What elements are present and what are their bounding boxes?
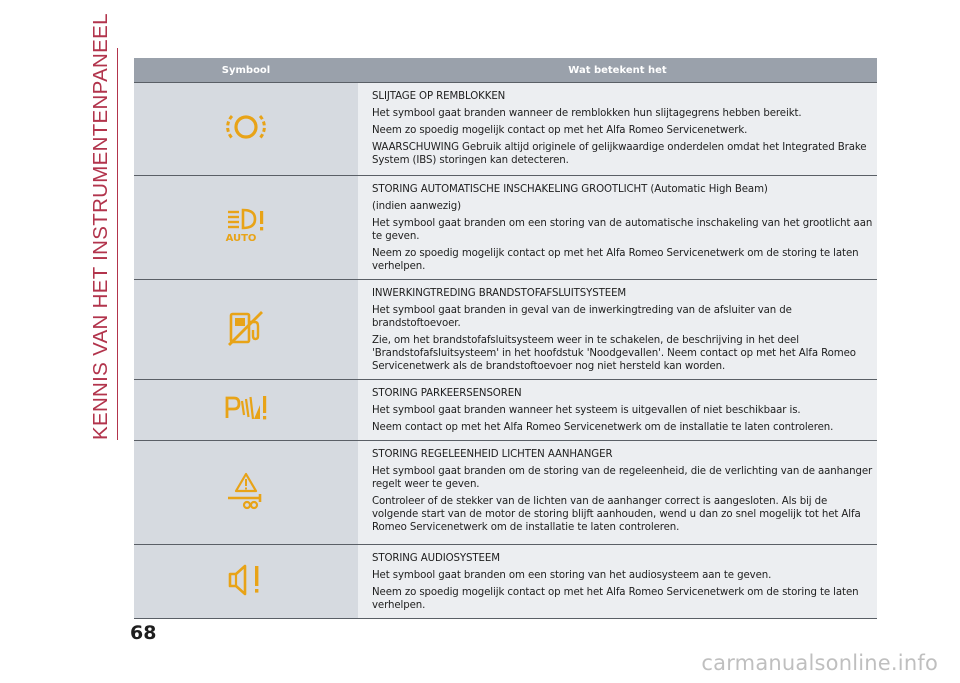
row-title: STORING AUDIOSYSTEEM <box>372 553 500 564</box>
row-paragraph: WAARSCHUWING Gebruik altijd originele of gelijkwaardige onderdelen omdat het Integrated Brake System (IBS) storingen kan detecteren. <box>372 142 867 166</box>
header-meaning: Wat betekent het <box>358 58 877 83</box>
warning-lights-table <box>134 58 877 619</box>
parking-sensor-failure-icon <box>224 393 268 427</box>
table-header-row <box>134 58 877 83</box>
row-paragraph: Neem zo spoedig mogelijk contact op met het Alfa Romeo Servicenetwerk. <box>372 125 748 136</box>
symbol-cell <box>134 545 358 619</box>
watermark-text: carmanualsonline.info <box>701 651 938 675</box>
auto-icon-label: AUTO <box>225 232 257 244</box>
table-row <box>134 176 877 280</box>
table-row <box>134 83 877 176</box>
row-paragraph: (indien aanwezig) <box>372 201 461 212</box>
row-title: STORING REGELEENHEID LICHTEN AANHANGER <box>372 449 613 460</box>
symbol-cell <box>134 380 358 441</box>
auto-high-beam-failure-icon <box>225 208 267 248</box>
symbol-cell <box>134 83 358 176</box>
table-row <box>134 545 877 619</box>
row-paragraph: Neem zo spoedig mogelijk contact op met het Alfa Romeo Servicenetwerk om de storing te laten verhelpen. <box>372 248 859 272</box>
row-paragraph: Zie, om het brandstofafsluitsysteem weer in te schakelen, de beschrijving in het deel 'Brandstofafsluitsysteem' in het hoofdstuk 'Noodgevallen'. Neem contact op met het Alfa Romeo Servicenetwerk als de brandstoftoevoer nog niet hersteld kan worden. <box>372 335 856 372</box>
row-paragraph: Het symbool gaat branden om een storing van de automatische inschakeling van het grootlicht aan te geven. <box>372 218 873 242</box>
header-symbol: Symbool <box>134 58 358 83</box>
row-paragraph: Neem contact op met het Alfa Romeo Servicenetwerk om de installatie te laten controleren. <box>372 422 834 433</box>
symbol-cell <box>134 280 358 380</box>
row-paragraph: Het symbool gaat branden in geval van de inwerkingtreding van de afsluiter van de brandstoftoevoer. <box>372 305 792 329</box>
page-number: 68 <box>130 622 157 644</box>
row-title: STORING PARKEERSENSOREN <box>372 388 522 399</box>
chapter-side-title-text: KENNIS VAN HET INSTRUMENTENPANEEL <box>89 13 112 440</box>
row-paragraph: Het symbool gaat branden wanneer het systeem is uitgevallen of niet beschikbaar is. <box>372 405 801 416</box>
fuel-door-lock-failure-icon <box>226 308 266 352</box>
description-cell <box>358 176 877 280</box>
brake-pad-wear-icon <box>225 110 267 148</box>
row-title: STORING AUTOMATISCHE INSCHAKELING GROOTLICHT (Automatic High Beam) <box>372 184 768 195</box>
row-paragraph: Neem zo spoedig mogelijk contact op met het Alfa Romeo Servicenetwerk om de storing te laten verhelpen. <box>372 587 859 611</box>
table-row <box>134 280 877 380</box>
chapter-side-title-underline <box>117 48 118 440</box>
table-row <box>134 380 877 441</box>
row-paragraph: Het symbool gaat branden om de storing van de regeleenheid, die de verlichting van de aanhanger regelt weer te geven. <box>372 466 873 490</box>
audio-system-failure-icon <box>226 562 266 602</box>
trailer-lights-failure-icon <box>226 471 266 515</box>
description-cell <box>358 545 877 619</box>
description-cell <box>358 280 877 380</box>
row-title: SLIJTAGE OP REMBLOKKEN <box>372 91 506 102</box>
row-paragraph: Het symbool gaat branden wanneer de remblokken hun slijtagegrens hebben bereikt. <box>372 108 802 119</box>
row-paragraph: Controleer of de stekker van de lichten van de aanhanger correct is aangesloten. Als bij de volgende start van de motor de storing blijft aanhouden, wend u dan zo snel mogelijk tot het Alfa Romeo Servicenetwerk om de installatie te laten controleren. <box>372 496 861 533</box>
chapter-side-title <box>88 13 114 440</box>
row-title: INWERKINGTREDING BRANDSTOFAFSLUITSYSTEEM <box>372 288 627 299</box>
symbol-cell <box>134 441 358 545</box>
description-cell <box>358 83 877 176</box>
row-paragraph: Het symbool gaat branden om een storing van het audiosysteem aan te geven. <box>372 570 772 581</box>
description-cell <box>358 380 877 441</box>
description-cell <box>358 441 877 545</box>
symbol-cell <box>134 176 358 280</box>
table-row <box>134 441 877 545</box>
